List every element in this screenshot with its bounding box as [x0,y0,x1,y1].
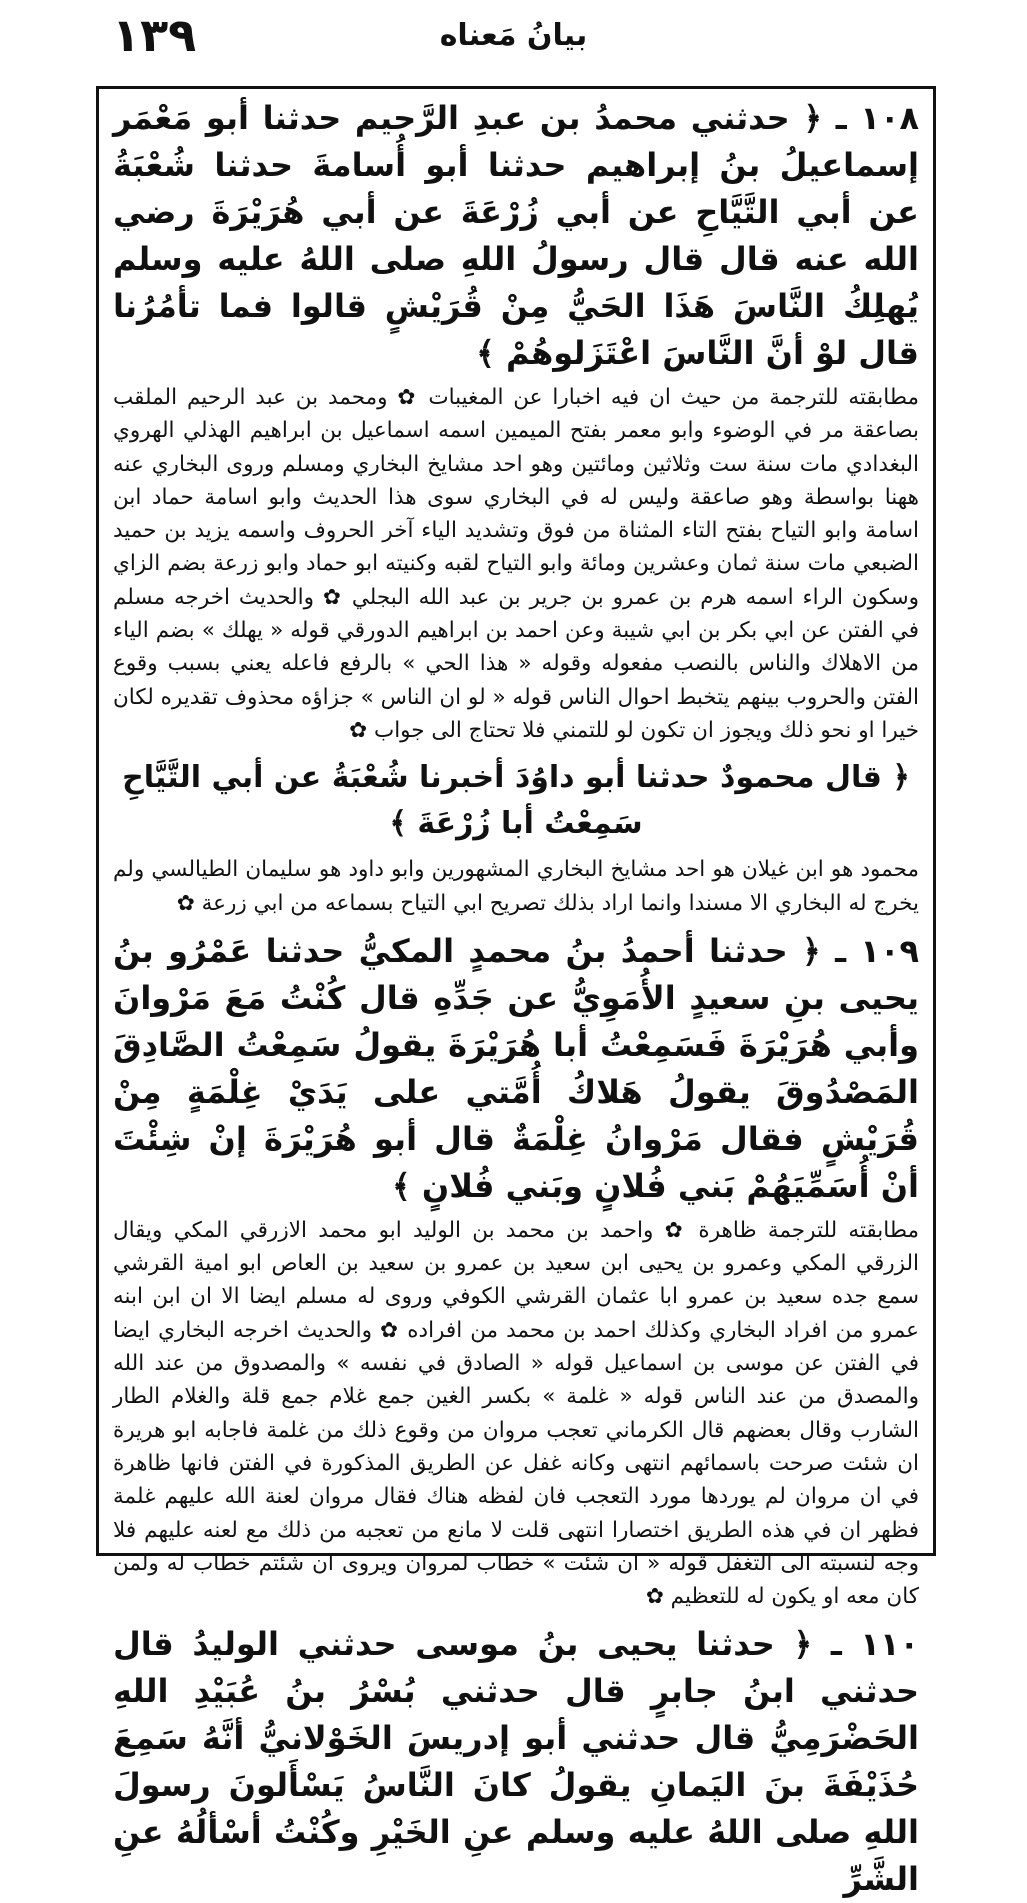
hadith-108: ١٠٨ ـ ﴿ حدثني محمدُ بن عبدِ الرَّحيم حدثنا أبو مَعْمَر إسماعيلُ بنُ إبراهيم حدثنا أبو أُسامةَ حدثنا شُعْبَةُ عن أبي التَّيَّاحِ عن أبي زُرْعَةَ عن أبي هُرَيْرَةَ رضي الله عنه قال قال رسولُ اللهِ صلى اللهُ عليه وسلم يُهلِكُ النَّاسَ هَذَا الحَيُّ مِنْ قُرَيْشٍ قالوا فما تأمُرُنا قال لوْ أنَّ النَّاسَ اعْتَزَلوهُمْ ﴾ [113,99,919,372]
commentary-109: مطابقته للترجمة ظاهرة ✿ واحمد بن محمد بن الوليد ابو محمد الازرقي المكي ويقال الزرقي المكي وعمرو بن يحيى ابن سعيد بن عمرو بن سعيد بن العاص ابو امية القرشي سمع جده سعيد بن عمرو ابا عثمان القرشي الكوفي وروى له مسلم ايضا الا ان ابن ابنه عمرو من افراد البخاري وكذلك احمد بن محمد من افراده ✿ والحديث اخرجه البخاري ايضا في الفتن عن موسى بن اسماعيل قوله « الصادق في نفسه » والمصدوق من عند الله والمصدق من عند الناس قوله « غلمة » بكسر الغين جمع غلام جمع قلة والغلام الطار الشارب وقال بعضهم قال الكرماني تعجب مروان من وقوع ذلك من غلمة فاجابه ابو هريرة ان شئت صرحت باسمائهم انتهى وكانه غفل عن الطريق المذكورة في الفتن فانها ظاهرة في ان مروان لم يوردها مورد التعجب فان لفظه هناك فقال مروان لعنة الله عليهم غلمة فظهر ان في هذه الطريق اختصارا انتهى قلت لا مانع من تعجبه من ذلك مع لعنه عليهم فلا وجه لنسبته الى التغفل قوله « ان شئت » خطاب لمروان ويروى ان شئتم خطاب له ولمن كان معه او يكون له للتعظيم ✿ [113,1217,919,1610]
hadith-108-supplement: ﴿ قال محمودٌ حدثنا أبو داوُدَ أخبرنا شُعْبَةُ عن أبي التَّيَّاحِ سَمِعْتُ أبا زُرْعَةَ ﴾ [122,760,910,842]
text-frame [96,86,936,1899]
hadith-109: ١٠٩ ـ ﴿ حدثنا أحمدُ بنُ محمدٍ المكيُّ حدثنا عَمْرُو بنُ يحيى بنِ سعيدٍ الأُمَوِيُّ عن جَدِّهِ قال كُنْتُ مَعَ مَرْوانَ وأبي هُرَيْرَةَ فَسَمِعْتُ أبا هُرَيْرَةَ يقولُ سَمِعْتُ الصَّادِقَ المَصْدُوقَ يقولُ هَلاكُ أُمَّتي على يَدَيْ غِلْمَةٍ مِنْ قُرَيْشٍ فقال مَرْوانُ غِلْمَةٌ قال أبو هُرَيْرَةَ إنْ شِئْتَ أنْ أُسَمِّيَهُمْ بَني فُلانٍ وبَني فُلانٍ ﴾ [113,931,919,1205]
page-number: ١٣٩ [112,8,197,62]
commentary-108: مطابقته للترجمة من حيث ان فيه اخبارا عن المغيبات ✿ ومحمد بن عبد الرحيم الملقب بصاعقة مر في الوضوء وابو معمر بفتح الميمين اسمه اسماعيل بن ابراهيم الهذلي الهروي البغدادي مات سنة ست وثلاثين ومائتين وهو احد مشايخ البخاري ومسلم وروى البخاري عنه ههنا بواسطة وهو صاعقة وليس له في البخاري سوى هذا الحديث وابو اسامة حماد ابن اسامة وابو التياح بفتح التاء المثناة من فوق وتشديد الياء آخر الحروف واسمه يزيد بن حميد الضبعي مات سنة ثمان وعشرين ومائة وابو التياح لقبه وكنيته ابو حماد وابو زرعة بضم الزاي وسكون الراء اسمه هرم بن عمرو بن جرير بن عبد الله البجلي ✿ والحديث اخرجه مسلم في الفتن عن ابي بكر بن ابي شيبة وعن احمد بن ابراهيم الدورقي قوله « يهلك » بضم الياء من الاهلاك والناس بالنصب مفعوله وقوله « هذا الحي » بالرفع فاعله يعني بسبب وقوع الفتن والحروب بينهم يتخبط احوال الناس قوله « لو ان الناس » جزاؤه محذوف تقديره لكان خيرا او نحو ذلك ويجوز ان تكون لو للتمني فلا تحتاج الى جواب ✿ [113,385,919,743]
commentary-108-supplement: محمود هو ابن غيلان هو احد مشايخ البخاري المشهورين وابو داود هو سليمان الطيالسي ولم يخرج له البخاري الا مسندا وانما اراد بذلك تصريح ابي التياح بسماعه من ابي زرعة ✿ [113,857,919,916]
page-header [0,0,1027,82]
page-title: بيانُ مَعناه [439,18,588,53]
hadith-110: ١١٠ ـ ﴿ حدثنا يحيى بنُ موسى حدثني الوليدُ قال حدثني ابنُ جابرٍ قال حدثني بُسْرُ بنُ عُبَيْدِ اللهِ الحَضْرَمِيُّ قال حدثني أبو إدريسَ الخَوْلانيُّ أنَّهُ سَمِعَ حُذَيْفَةَ بنَ اليَمانِ يقولُ كانَ النَّاسُ يَسْأَلونَ رسولَ اللهِ صلى اللهُ عليه وسلم عنِ الخَيْرِ وكُنْتُ أسْألُهُ عنِ الشَّرِّ [113,1625,919,1899]
